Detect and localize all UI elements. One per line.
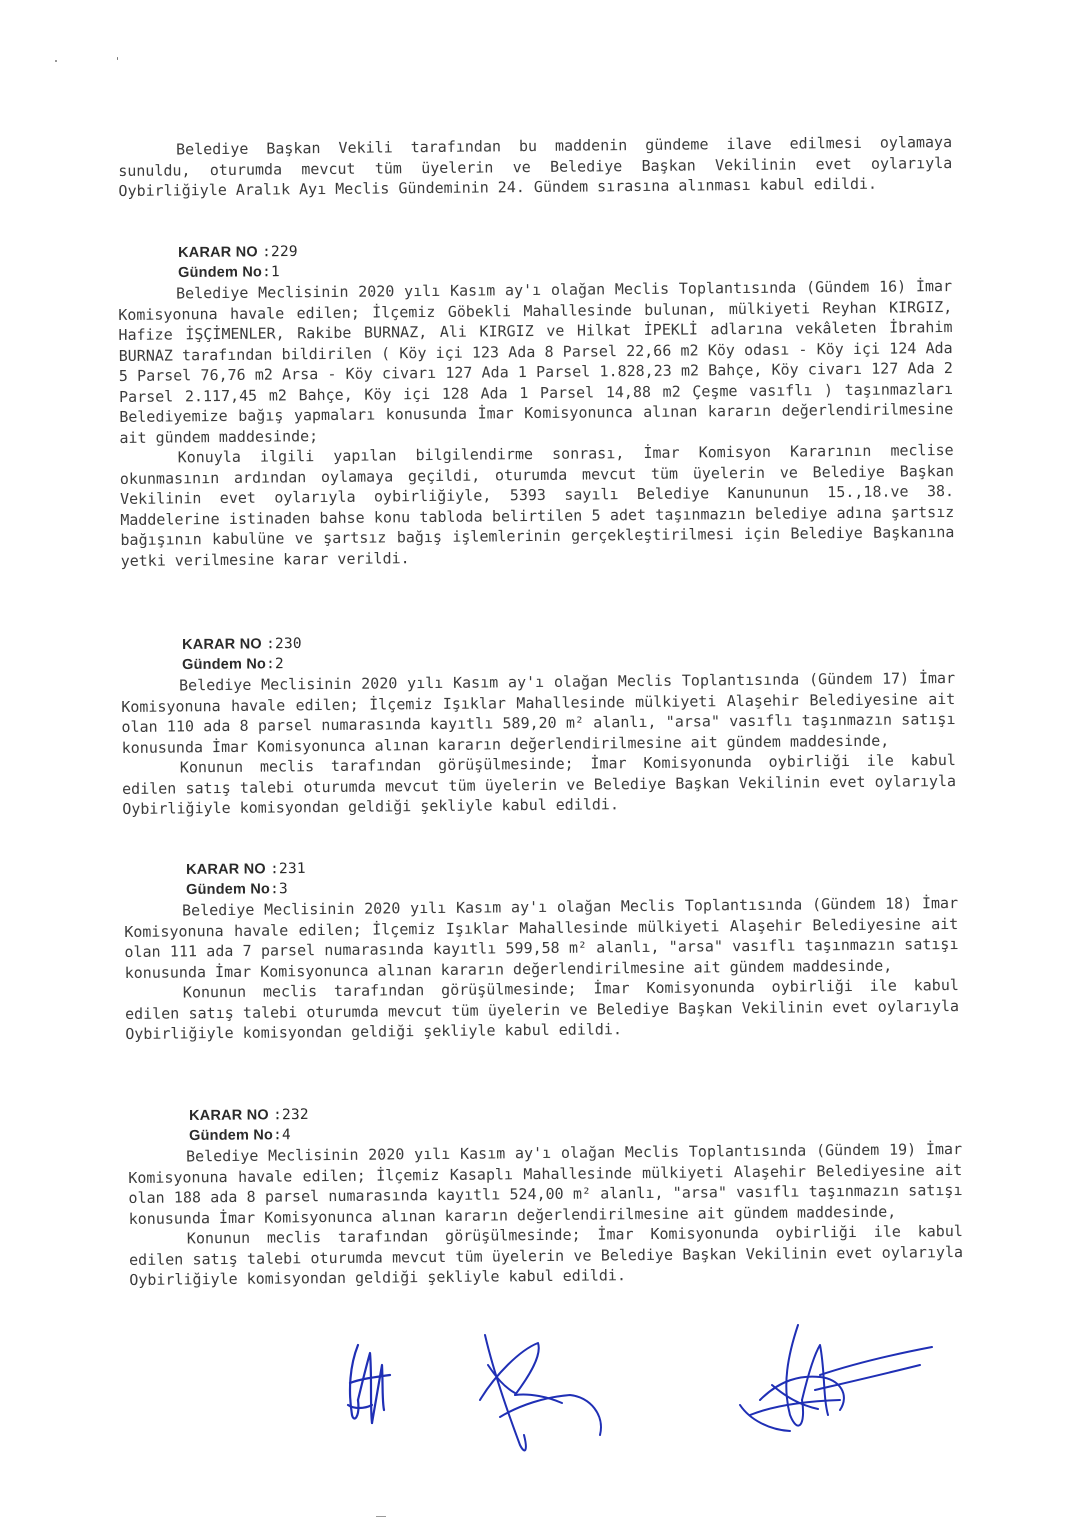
gundem-label: Gündem No [178, 264, 263, 281]
decision-paragraph: Belediye Meclisinin 2020 yılı Kasım ay'ı olağan Meclis Toplantısında (Gündem 19) İmar Komisyonuna havale edilen; İlçemiz Kasaplı Mahallesinde mülkiyeti Alaşehir Belediyesine ait olan 188 ada 8 parsel numarasında kayıtlı 524,00 m² alanlı, "arsa" vasıflı taşınmazın satışı konusunda İmar Komisyonunca alınan kararın değerlendirilmesine ait gündem maddesinde, [128, 1139, 963, 1228]
decision-body [124, 893, 959, 1044]
karar-number: :231 [269, 860, 306, 878]
gundem-number: :4 [272, 1127, 291, 1144]
decision-paragraph: Belediye Meclisinin 2020 yılı Kasım ay'ı olağan Meclis Toplantısında (Gündem 18) İmar Komisyonuna havale edilen; İlçemiz Işıklar Mahallesinde mülkiyeti Alaşehir Belediyesine ait olan 111 ada 7 parsel numarasında kayıtlı 599,58 m² alanlı, "arsa" vasıflı taşınmazın satışı konusunda İmar Komisyonunca alınan kararın değerlendirilmesine ait gündem maddesinde, [124, 893, 959, 982]
decision-paragraph: Belediye Meclisinin 2020 yılı Kasım ay'ı olağan Meclis Toplantısında (Gündem 16) İmar Komisyonuna havale edilen; İlçemiz Göbekli Mahallesinde bulunan, mülkiyeti Reyhan KIRGIZ, Hafize İŞÇİMENLER, Rakibe BURNAZ, Ali KIRGIZ ve Hilkat İPEKLİ adlarına vekâleten İbrahim BURNAZ tarafından bildirilen ( Köy içi 123 Ada 8 Parsel 22,66 m2 Köy odası - Köy içi 124 Ada 5 Parsel 76,76 m2 Arsa - Köy civarı 127 Ada 1 Parsel 1.828,23 m2 Bahçe, Köy civarı 127 Ada 2 Parsel 2.117,45 m2 Bahçe, Köy içi 128 Ada 1 Parsel 14,88 m2 Çeşme vasıflı ) taşınmazları Belediyemize bağış yapmaları konusunda İmar Komisyonunca alınan kararın değerlendirilmesine ait gündem maddesinde; [118, 276, 954, 447]
signature-2 [480, 1335, 601, 1450]
signatures [320, 1305, 940, 1485]
karar-heading [189, 1105, 309, 1127]
karar-heading [182, 634, 302, 656]
decision-paragraph: Konunun meclis tarafından görüşülmesinde; İmar Komisyonunda oybirliği ile kabul edilen satış talebi oturumda mevcut tüm üyelerin ve Belediye Başkan Vekilinin evet oylarıyla Oybirliğiyle komisyondan geldiği şekliyle kabul edildi. [124, 975, 960, 1043]
decision-paragraph: Konunun meclis tarafından görüşülmesinde; İmar Komisyonunda oybirliği ile kabul edilen satış talebi oturumda mevcut tüm üyelerin ve Belediye Başkan Vekilinin evet oylarıyla Oybirliğiyle komisyondan geldiği şekliyle kabul edildi. [121, 750, 957, 818]
gundem-heading [186, 879, 288, 901]
signature-1 [348, 1345, 390, 1423]
karar-number: :230 [265, 635, 302, 653]
decision-paragraph: Konunun meclis tarafından görüşülmesinde; İmar Komisyonunda oybirliği ile kabul edilen satış talebi oturumda mevcut tüm üyelerin ve Belediye Başkan Vekilinin evet oylarıyla Oybirliğiyle komisyondan geldiği şekliyle kabul edildi. [128, 1221, 964, 1289]
gundem-label: Gündem No [186, 881, 271, 898]
intro-text: Belediye Başkan Vekili tarafından bu maddenin gündeme ilave edilmesi oylamaya sunuldu, oturumda mevcut tüm üyelerin ve Belediye Başkan Vekilinin evet oylarıyla Oybirliğiyle Aralık Ayı Meclis Gündeminin 24. Gündem sırasına alınması kabul edildi. [118, 132, 953, 200]
scan-mark [376, 1516, 386, 1517]
gundem-number: :3 [269, 881, 288, 898]
scan-speck [55, 60, 57, 62]
gundem-heading [182, 654, 284, 676]
karar-number: :229 [261, 243, 298, 261]
decision-body [121, 668, 956, 819]
karar-heading [178, 242, 298, 264]
decision-paragraph: Konuyla ilgili yapılan bilgilendirme sonrası, İmar Komisyon Kararının meclise okunmasının ardından oylamaya geçildi, oturumda mevcut tüm üyelerin ve Belediye Başkan Vekilinin evet oylarıyla oybirliğiyle, 5393 sayılı Belediye Kanununun 15.,18.ve 38. Maddelerine istinaden bahse konu tabloda belirtilen 5 adet taşınmazın belediye adına şartsız bağışının kabulüne ve şartsız bağış işlemlerinin gerçekleştirilmesi için Belediye Başkanına yetki verilmesine karar verildi. [119, 440, 955, 570]
karar-label: KARAR NO [186, 861, 266, 878]
karar-label: KARAR NO [189, 1107, 269, 1124]
decision-body [118, 276, 955, 571]
gundem-heading [178, 262, 280, 284]
scan-speck [117, 57, 118, 60]
gundem-number: :2 [265, 656, 284, 673]
karar-heading [186, 859, 306, 881]
gundem-label: Gündem No [189, 1127, 274, 1144]
karar-number: :232 [272, 1106, 309, 1124]
intro-paragraph [118, 132, 953, 202]
decision-paragraph: Belediye Meclisinin 2020 yılı Kasım ay'ı olağan Meclis Toplantısında (Gündem 17) İmar Komisyonuna havale edilen; İlçemiz Işıklar Mahallesinde mülkiyeti Alaşehir Belediyesine ait olan 110 ada 8 parsel numarasında kayıtlı 589,20 m² alanlı, "arsa" vasıflı taşınmazın satışı konusunda İmar Komisyonunca alınan kararın değerlendirilmesine ait gündem maddesinde, [121, 668, 956, 757]
decision-body [128, 1139, 963, 1290]
karar-label: KARAR NO [178, 244, 258, 261]
gundem-label: Gündem No [182, 656, 267, 673]
karar-label: KARAR NO [182, 636, 262, 653]
gundem-number: :1 [261, 264, 280, 281]
signature-3 [740, 1325, 932, 1431]
gundem-heading [189, 1125, 291, 1147]
